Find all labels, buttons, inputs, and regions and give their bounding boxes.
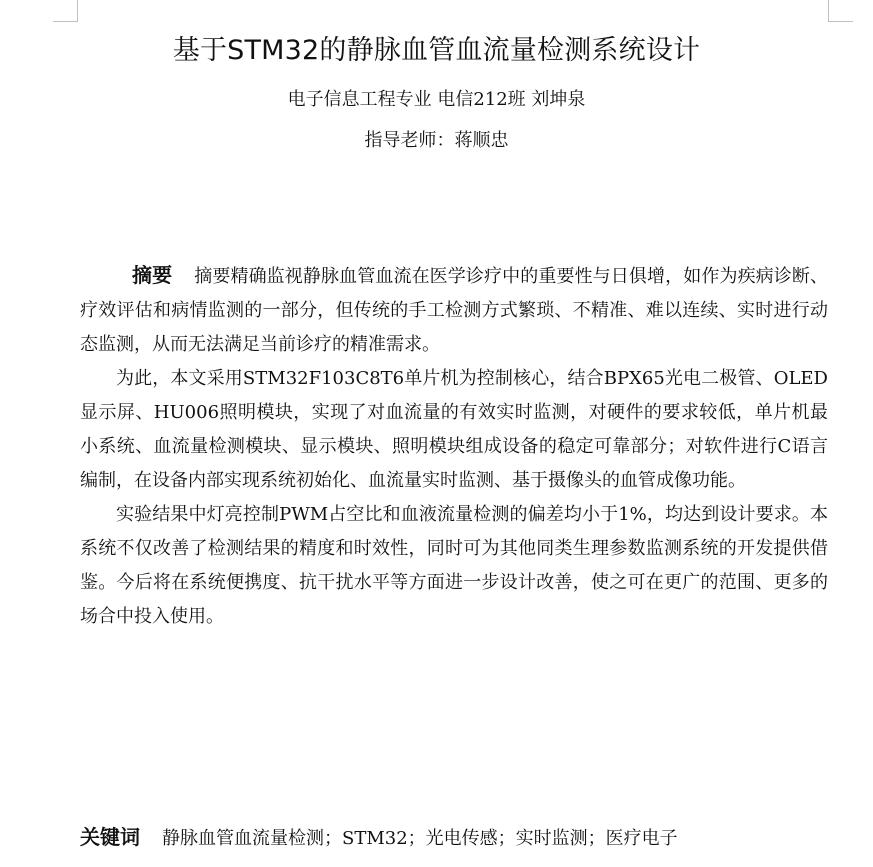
keywords-text: 静脉血管血流量检测；STM32；光电传感；实时监测；医疗电子 bbox=[162, 828, 678, 849]
crop-mark-top-left bbox=[53, 0, 78, 22]
keywords-label: 关键词 bbox=[80, 825, 140, 849]
advisor-line: 指导老师：蒋顺忠 bbox=[364, 130, 509, 151]
document-title: 基于STM32的静脉血管血流量检测系统设计 bbox=[172, 35, 701, 66]
abstract-paragraph-3: 实验结果中灯亮控制PWM占空比和血液流量检测的偏差均小于1%，均达到设计要求。本系统不仅改善了检测结果的精度和时效性，同时可为其他同类生理参数监测系统的开发提供借鉴。今后将在系统便携度、抗干扰水平等方面进一步设计改善，使之可在更广的范围、更多的场合中投入使用。 bbox=[80, 504, 828, 627]
author-line: 电子信息工程专业 电信212班 刘坤泉 bbox=[287, 89, 586, 110]
keywords-line bbox=[80, 820, 840, 856]
crop-mark-top-right bbox=[828, 0, 853, 22]
abstract-label: 摘要 bbox=[132, 263, 173, 287]
abstract-paragraph-1 bbox=[80, 258, 828, 362]
abstract-paragraph-2: 为此，本文采用STM32F103C8T6单片机为控制核心，结合BPX65光电二极管、OLED显示屏、HU006照明模块，实现了对血流量的有效实时监测，对硬件的要求较低，单片机最小系统、血流量检测模块、显示模块、照明模块组成设备的稳定可靠部分；对软件进行C语言编制，在设备内部实现系统初始化、血流量实时监测、基于摄像头的血管成像功能。 bbox=[80, 368, 828, 491]
abstract-section bbox=[80, 258, 828, 634]
abstract-paragraph-1-text: 摘要精确监视静脉血管血流在医学诊疗中的重要性与日俱增，如作为疾病诊断、疗效评估和病情监测的一部分，但传统的手工检测方式繁琐、不精准、难以连续、实时进行动态监测，从而无法满足当前诊疗的精准需求。 bbox=[80, 266, 829, 355]
